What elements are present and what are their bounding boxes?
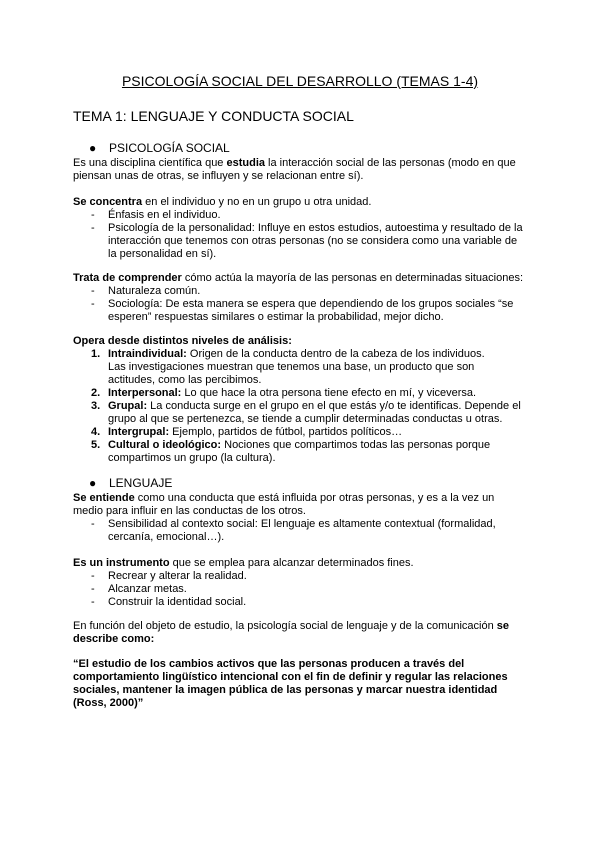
list-item: Naturaleza común. [108,285,201,297]
dash-marker: - [91,570,95,582]
level-item-cont: Las investigaciones muestran que tenemos una base, un producto que son [108,361,475,373]
list-item: Alcanzar metas. [108,583,187,595]
level-number: 5. [91,439,101,451]
list-item: Sensibilidad al contexto social: El lenguaje es altamente contextual (formalidad, [108,518,496,530]
paragraph-line: En función del objeto de estudio, la psicología social de lenguaje y de la comunicación se [73,620,510,632]
section-heading-psicologia: ● PSICOLOGÍA SOCIAL [89,141,230,155]
level-item: Interpersonal: Lo que hace la otra persona tiene efecto en mí, y viceversa. [108,387,477,399]
level-item: Intergrupal: Ejemplo, partidos de fútbol, partidos políticos… [108,426,403,438]
list-item: Énfasis en el individuo. [108,209,221,221]
bullet-icon: ● [89,141,97,155]
paragraph-line: piensan unas de otras, se influyen y se relacionan entre sí). [73,170,364,182]
list-item: Sociología: De esta manera se espera que dependiendo de los grupos sociales “se [108,298,514,310]
dash-marker: - [91,209,95,221]
list-item-cont: esperen” respuestas similares o estimar la probabilidad, mejor dicho. [108,311,444,323]
level-item-cont: grupo al que se pertenezca, se tiende a cumplir determinadas conductas u otras. [108,413,503,425]
dash-marker: - [91,298,95,310]
paragraph-line: describe como: [73,633,155,645]
quote-line: (Ross, 2000)” [73,697,144,709]
quote-line: comportamiento lingüístico intencional con el fin de definir y regular las relaciones [73,671,508,683]
dash-marker: - [91,596,95,608]
quote-line: “El estudio de los cambios activos que las personas producen a través del [73,658,465,670]
bullet-icon: ● [89,476,97,490]
level-item-cont: compartimos un grupo (la cultura). [108,452,276,464]
level-number: 3. [91,400,101,412]
paragraph-line: Es una disciplina científica que estudia la interacción social de las personas (modo en que [73,157,516,169]
level-item: Intraindividual: Origen de la conducta dentro de la cabeza de los individuos. [108,348,485,360]
document-title: PSICOLOGÍA SOCIAL DEL DESARROLLO (TEMAS 1-4) [121,73,479,89]
paragraph-line: Opera desde distintos niveles de análisis: [73,335,292,347]
dash-marker: - [91,583,95,595]
list-item-cont: interacción que tenemos con otras personas (no se considera como una variable de [108,235,518,247]
paragraph-line: Se concentra en el individuo y no en un grupo u otra unidad. [73,196,372,208]
dash-marker: - [91,222,95,234]
list-item: Construir la identidad social. [108,596,247,608]
list-item-cont: cercanía, emocional…). [108,531,225,543]
level-number: 4. [91,426,101,438]
list-item: Psicología de la personalidad: Influye en estos estudios, autoestima y resultado de la [108,222,523,234]
dash-marker: - [91,518,95,530]
dash-marker: - [91,285,95,297]
level-item-cont: actitudes, como las percibimos. [108,374,262,386]
level-number: 2. [91,387,101,399]
paragraph-line: Es un instrumento que se emplea para alcanzar determinados fines. [73,557,414,569]
quote-block [73,658,508,710]
tema1-heading: TEMA 1: LENGUAJE Y CONDUCTA SOCIAL [73,108,354,124]
paragraph-line: Se entiende como una conducta que está influida por otras personas, y es a la vez un [73,492,495,504]
level-item: Grupal: La conducta surge en el grupo en el que estás y/o te identificas. Depende el [108,400,521,412]
quote-line: sociales, mantener la imagen pública de las personas y marcar nuestra identidad [73,684,498,696]
section-heading-lenguaje: ● LENGUAJE [89,476,173,490]
level-item: Cultural o ideológico: Nociones que compartimos todas las personas porque [108,439,491,451]
list-item-cont: la personalidad en sí). [108,248,217,260]
paragraph-line: medio para influir en las conductas de los otros. [73,505,306,517]
paragraph-line: Trata de comprender cómo actúa la mayoría de las personas en determinadas situaciones: [73,272,524,284]
level-number: 1. [91,348,101,360]
list-item: Recrear y alterar la realidad. [108,570,247,582]
